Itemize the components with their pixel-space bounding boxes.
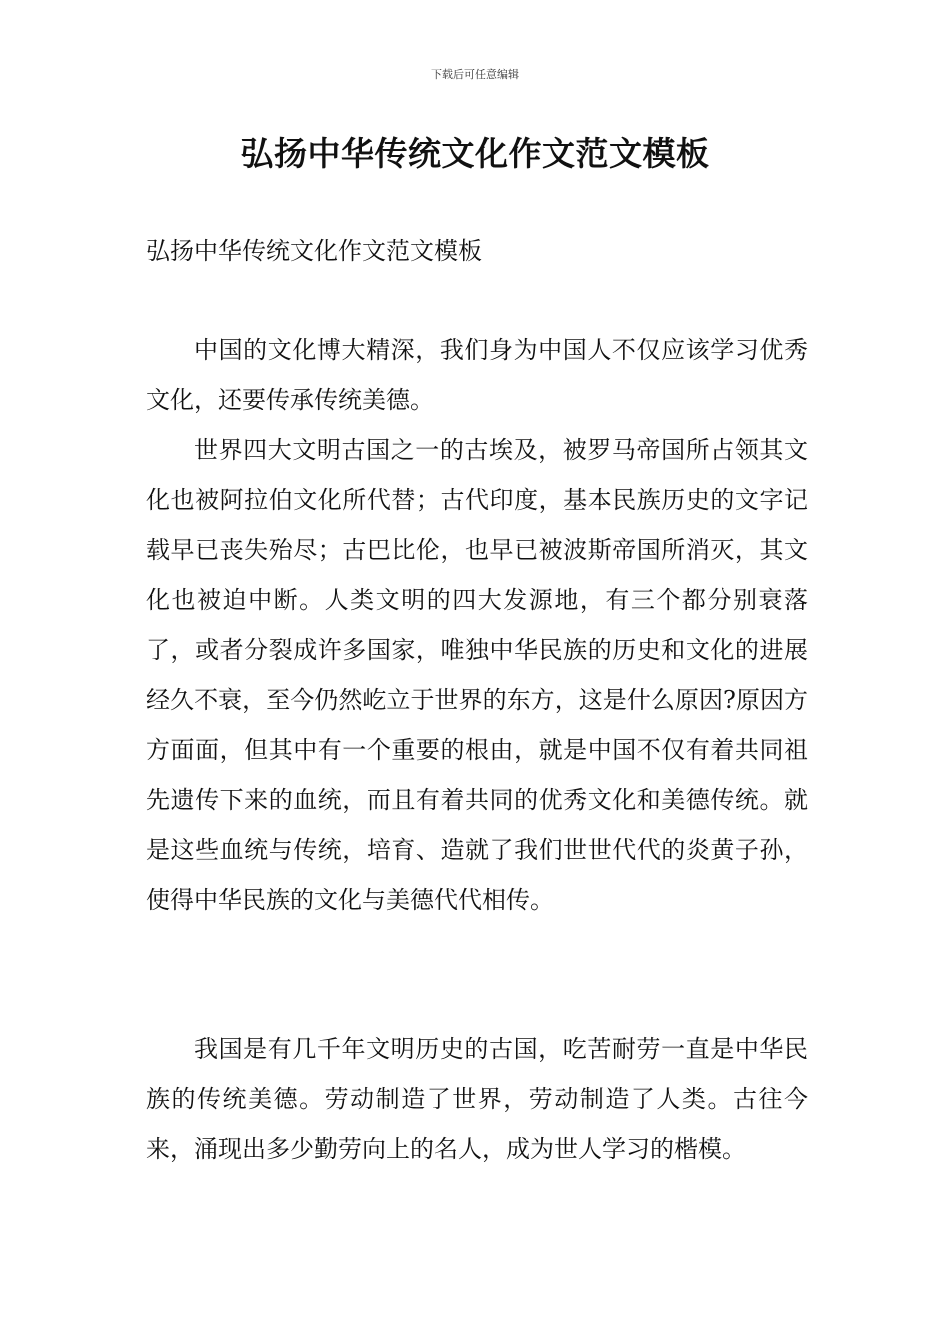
document-title: 弘扬中华传统文化作文范文模板	[240, 134, 710, 173]
header-note: 下载后可任意编辑	[431, 68, 519, 81]
paragraph-1: 中国的文化博大精深，我们身为中国人不仅应该学习优秀文化，还要传承传统美德。	[146, 336, 808, 414]
paragraph-3: 我国是有几千年文明历史的古国，吃苦耐劳一直是中华民族的传统美德。劳动制造了世界，劳动制造了人类。古往今来，涌现出多少勤劳向上的名人，成为世人学习的楷模。	[146, 1035, 808, 1163]
paragraph-2: 世界四大文明古国之一的古埃及，被罗马帝国所占领其文化也被阿拉伯文化所代替；古代印度，基本民族历史的文字记载早已丧失殆尽；古巴比伦，也早已被波斯帝国所消灭，其文化也被迫中断。人类文明的四大发源地，有三个都分别衰落了，或者分裂成许多国家，唯独中华民族的历史和文化的进展经久不衰，至今仍然屹立于世界的东方，这是什么原因?原因方方面面，但其中有一个重要的根由，就是中国不仅有着共同祖先遗传下来的血统，而且有着共同的优秀文化和美德传统。就是这些血统与传统，培育、造就了我们世世代代的炎黄子孙，使得中华民族的文化与美德代代相传。	[146, 436, 808, 914]
document-subtitle: 弘扬中华传统文化作文范文模板	[146, 237, 482, 265]
